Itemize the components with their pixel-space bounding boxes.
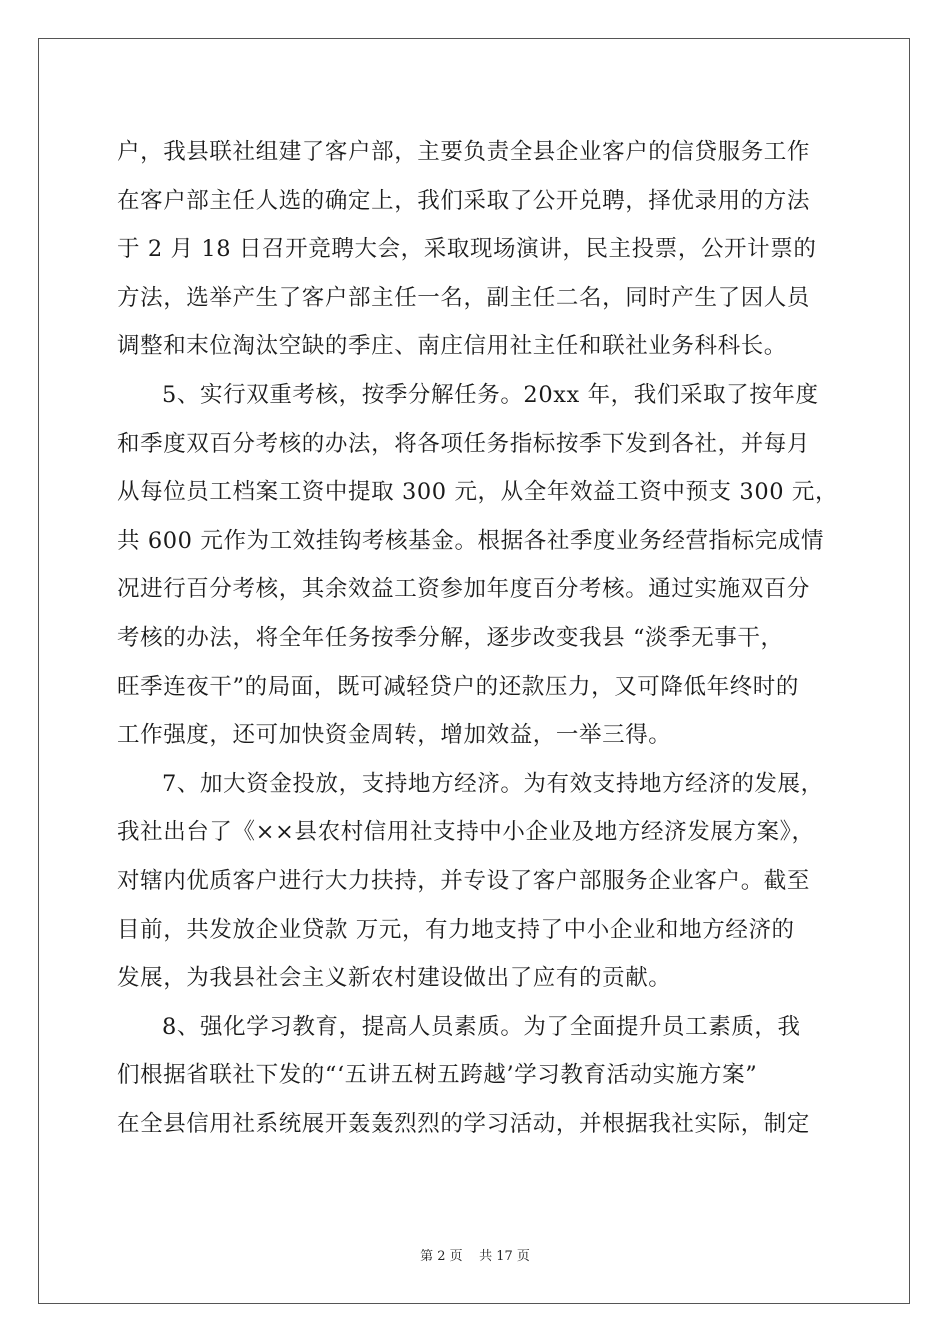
- text-line: 在全县信用社系统展开轰轰烈烈的学习活动，并根据我社实际，制定: [117, 1110, 811, 1137]
- paragraph-start-line: 8、强化学习教育，提高人员素质。为了全面提升员工素质，我: [162, 1013, 801, 1040]
- document-body: [117, 128, 839, 1148]
- text-line: 我社出台了《××县农村信用社支持中小企业及地方经济发展方案》，: [117, 819, 815, 846]
- paragraph-start-line: 5、实行双重考核，按季分解任务。20xx 年，我们采取了按年度: [162, 381, 819, 408]
- text-line: 于 2 月 18 日召开竞聘大会，采取现场演讲，民主投票，公开计票的: [117, 236, 817, 263]
- text-line: 目前，共发放企业贷款 万元，有力地支持了中小企业和地方经济的: [117, 916, 795, 943]
- text-line: 在客户部主任人选的确定上，我们采取了公开兑聘，择优录用的方法: [117, 187, 811, 214]
- text-line: 方法，选举产生了客户部主任一名，副主任二名，同时产生了因人员: [117, 284, 811, 311]
- text-line: 发展，为我县社会主义新农村建设做出了应有的贡献。: [117, 965, 672, 992]
- paragraph-start-line: 7、加大资金投放，支持地方经济。为有效支持地方经济的发展，: [162, 770, 824, 797]
- text-line: 们根据省联社下发的“‘五讲五树五跨越’学习教育活动实施方案”: [117, 1062, 758, 1089]
- text-line: 和季度双百分考核的办法，将各项任务指标按季下发到各社，并每月: [117, 430, 811, 457]
- text-line: 旺季连夜干”的局面，既可减轻贷户的还款压力，又可降低年终时的: [117, 673, 800, 700]
- text-line: 调整和末位淘汰空缺的季庄、南庄信用社主任和联社业务科科长。: [117, 333, 787, 360]
- text-line: 况进行百分考核，其余效益工资参加年度百分考核。通过实施双百分: [117, 576, 811, 603]
- text-line: 从每位员工档案工资中提取 300 元，从全年效益工资中预支 300 元，: [117, 479, 839, 506]
- text-line: 共 600 元作为工效挂钩考核基金。根据各社季度业务经营指标完成情: [117, 527, 825, 554]
- text-line: 户，我县联社组建了客户部，主要负责全县企业客户的信贷服务工作: [117, 139, 811, 165]
- text-line: 对辖内优质客户进行大力扶持，并专设了客户部服务企业客户。截至: [117, 867, 811, 894]
- page-number-footer: 第 2 页 共 17 页: [420, 1249, 530, 1264]
- text-line: 工作强度，还可加快资金周转，增加效益，一举三得。: [117, 722, 672, 749]
- text-line: 考核的办法，将全年任务按季分解，逐步改变我县 “淡季无事干，: [117, 624, 784, 651]
